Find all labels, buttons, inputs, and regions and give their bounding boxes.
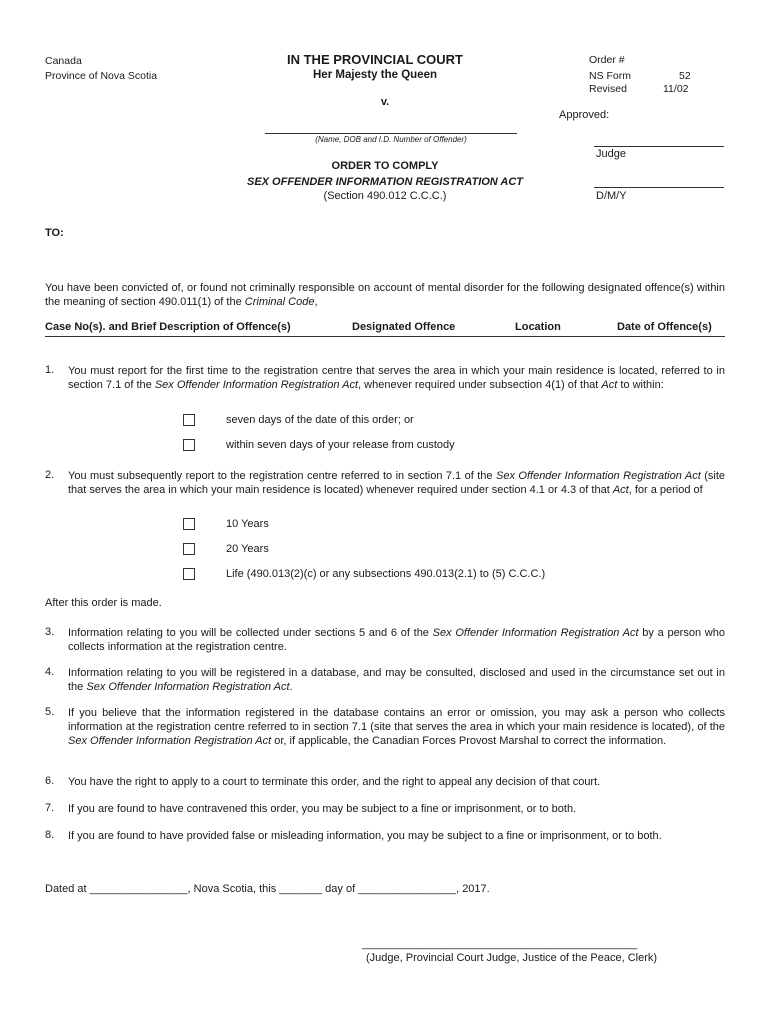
revised-date: 11/02 <box>663 83 689 95</box>
dated-month-field[interactable]: ________________ <box>358 883 457 895</box>
item-4-text: Information relating to you will be registered in a database, and may be consulted, disclosed and used in the circumstance set out in the Sex Offender Information Registration Act. <box>68 667 725 693</box>
order-number-label: Order # <box>589 54 625 66</box>
table-header-rule <box>45 336 725 337</box>
item-7-text: If you are found to have contravened this order, you may be subject to a fine or imprisonment, or to both. <box>68 803 577 815</box>
item-3-number: 3. <box>45 626 55 638</box>
form-number: 52 <box>679 70 691 82</box>
option-life-label: Life (490.013(2)(c) or any subsections 490.013(2.1) to (5) C.C.C.) <box>226 568 546 580</box>
item-8-text: If you are found to have provided false or misleading information, you may be subject to a fine or imprisonment, or to both. <box>68 830 662 842</box>
after-order-text: After this order is made. <box>45 597 162 609</box>
section-reference: (Section 490.012 C.C.C.) <box>323 190 447 202</box>
province-label: Province of Nova Scotia <box>45 70 158 82</box>
court-title: IN THE PROVINCIAL COURT <box>287 52 463 67</box>
column-designated-offence: Designated Offence <box>352 321 456 333</box>
judge-label: Judge <box>596 148 626 160</box>
option-seven-days-order-checkbox[interactable] <box>183 414 195 426</box>
item-2-number: 2. <box>45 469 55 481</box>
dated-place-field[interactable]: ________________ <box>89 883 188 895</box>
item-2-text: You must subsequently report to the registration centre referred to in section 7.1 of the Sex Offender Information Registration Act (site that serves the area in which your main residence is located) whenever required under section 4.1 or 4.3 of that Act, for a period of <box>68 470 725 496</box>
option-20-years-checkbox[interactable] <box>183 543 195 555</box>
item-6-number: 6. <box>45 775 55 787</box>
item-4-number: 4. <box>45 666 55 678</box>
date-format-label: D/M/Y <box>596 190 627 202</box>
column-date-of-offence: Date of Offence(s) <box>617 321 712 333</box>
form-label: NS Form <box>589 70 631 82</box>
dated-prefix: Dated at <box>45 883 87 895</box>
column-location: Location <box>515 321 561 333</box>
intro-paragraph: You have been convicted of, or found not criminally responsible on account of mental disorder for the following designated offence(s) within the meaning of section 490.011(1) of the Criminal Code, <box>45 282 725 308</box>
dated-year: , 2017. <box>456 883 490 895</box>
revised-label: Revised <box>589 83 627 95</box>
versus-label: v. <box>380 96 390 108</box>
option-10-years-checkbox[interactable] <box>183 518 195 530</box>
option-life-checkbox[interactable] <box>183 568 195 580</box>
act-title: SEX OFFENDER INFORMATION REGISTRATION ACT <box>246 176 523 188</box>
option-seven-days-release-label: within seven days of your release from custody <box>226 439 455 451</box>
judge-signature-line <box>594 146 724 147</box>
dated-province-text: , Nova Scotia, this <box>187 883 277 895</box>
order-title: ORDER TO COMPLY <box>331 160 439 172</box>
item-5-text: If you believe that the information registered in the database contains an error or omission, you may ask a person who collects information at the registration centre referred to in section 7.1 (site that serves the area in which your main residence is located), of the Sex Offender Information Registration Act or, if applicable, the Canadian Forces Provost Marshal to correct the information. <box>68 707 725 747</box>
option-seven-days-order-label: seven days of the date of this order; or <box>226 414 414 426</box>
item-7-number: 7. <box>45 802 55 814</box>
dated-line <box>45 883 490 895</box>
to-label: TO: <box>45 227 64 239</box>
item-1-number: 1. <box>45 364 55 376</box>
signature-caption: (Judge, Provincial Court Judge, Justice of the Peace, Clerk) <box>366 952 658 964</box>
offender-caption: (Name, DOB and I.D. Number of Offender) <box>315 135 467 144</box>
dated-dayof-text: day of <box>325 883 356 895</box>
date-signature-line <box>594 187 724 188</box>
offender-line <box>265 133 517 134</box>
item-5-number: 5. <box>45 706 55 718</box>
signature-line[interactable]: _____________________________________________ <box>362 938 638 950</box>
country-label: Canada <box>45 55 82 67</box>
approved-label: Approved: <box>559 109 610 121</box>
item-1-text: You must report for the first time to the registration centre that serves the area in which your main residence is located, referred to in section 7.1 of the Sex Offender Information Registration Act, whenever required under subsection 4(1) of that Act to within: <box>68 365 725 391</box>
crown-label: Her Majesty the Queen <box>313 69 437 81</box>
column-case-description: Case No(s). and Brief Description of Offence(s) <box>45 321 291 333</box>
option-10-years-label: 10 Years <box>226 518 269 530</box>
dated-day-field[interactable]: _______ <box>279 883 323 895</box>
item-6-text: You have the right to apply to a court to terminate this order, and the right to appeal any decision of that court. <box>68 776 601 788</box>
item-3-text: Information relating to you will be collected under sections 5 and 6 of the Sex Offender Information Registration Act by a person who collects information at the registration centre. <box>68 627 725 653</box>
item-8-number: 8. <box>45 829 55 841</box>
option-seven-days-release-checkbox[interactable] <box>183 439 195 451</box>
option-20-years-label: 20 Years <box>226 543 269 555</box>
